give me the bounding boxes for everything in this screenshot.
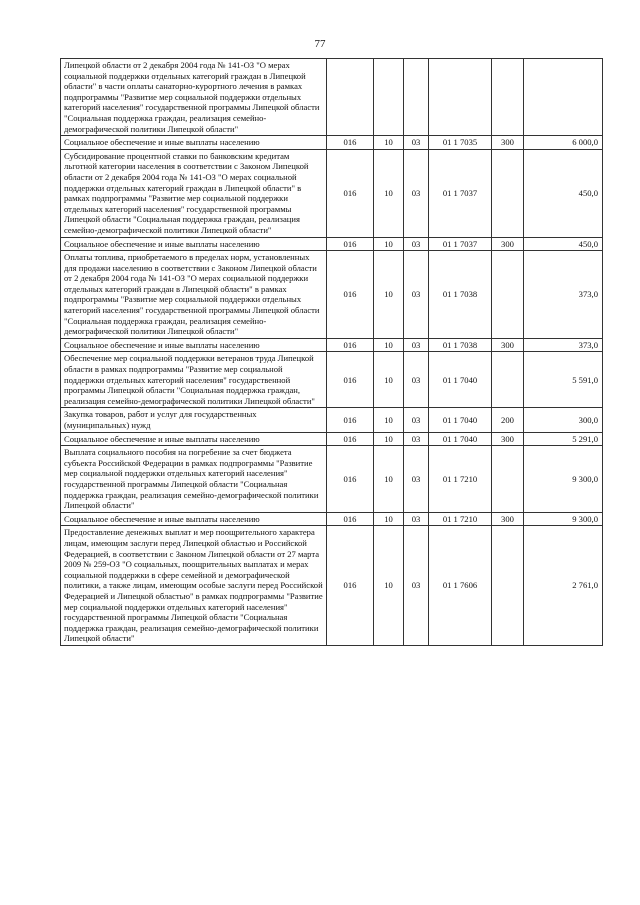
table-row — [61, 352, 603, 408]
row-subsection-code: 03 — [404, 408, 429, 432]
row-amount: 9 300,0 — [524, 512, 603, 526]
row-expense-type-code — [492, 526, 524, 646]
row-subsection-code: 03 — [404, 352, 429, 408]
row-ministry-code: 016 — [327, 352, 374, 408]
page-number: 77 — [314, 38, 326, 50]
row-description: Социальное обеспечение и иные выплаты населению — [61, 512, 327, 526]
row-expense-type-code: 300 — [492, 136, 524, 150]
row-expense-type-code — [492, 251, 524, 339]
row-ministry-code: 016 — [327, 432, 374, 446]
row-subsection-code — [404, 59, 429, 136]
row-expense-type-code — [492, 149, 524, 237]
row-target-item-code: 01 1 7040 — [429, 352, 492, 408]
row-section-code: 10 — [374, 446, 404, 513]
table-row — [61, 446, 603, 513]
table-row — [61, 251, 603, 339]
row-amount: 450,0 — [524, 149, 603, 237]
row-description: Социальное обеспечение и иные выплаты населению — [61, 432, 327, 446]
row-section-code: 10 — [374, 512, 404, 526]
row-subsection-code: 03 — [404, 446, 429, 513]
row-expense-type-code: 300 — [492, 237, 524, 251]
row-description: Субсидирование процентной ставки по банковским кредитам льготной категории населения в соответствии с Законом Липецкой области от 2 декабря 2004 года № 141-ОЗ "О мерах социальной поддержки отдельных категорий граждан в Липецкой области" в рамках подпрограммы "Развитие мер социальной поддержки отдельных категорий населения" государственной программы Липецкой области "Социальная поддержка граждан, реализация семейно-демографической политики Липецкой области" — [61, 149, 327, 237]
row-ministry-code — [327, 59, 374, 136]
row-subsection-code: 03 — [404, 526, 429, 646]
row-subsection-code: 03 — [404, 149, 429, 237]
row-target-item-code: 01 1 7040 — [429, 408, 492, 432]
row-description: Оплаты топлива, приобретаемого в пределах норм, установленных для продажи населению в соответствии с Законом Липецкой области от 2 декабря 2004 года № 141-ОЗ "О мерах социальной поддержки отдельных категорий граждан в Липецкой области" в рамках подпрограммы "Развитие мер социальной поддержки отдельных категорий населения" государственной программы Липецкой области "Социальная поддержка граждан, реализация семейно-демографической политики Липецкой области" — [61, 251, 327, 339]
table-row — [61, 526, 603, 646]
row-amount: 300,0 — [524, 408, 603, 432]
table-row — [61, 149, 603, 237]
row-ministry-code: 016 — [327, 512, 374, 526]
row-subsection-code: 03 — [404, 237, 429, 251]
row-subsection-code: 03 — [404, 338, 429, 352]
row-expense-type-code — [492, 446, 524, 513]
row-amount: 9 300,0 — [524, 446, 603, 513]
row-section-code: 10 — [374, 338, 404, 352]
row-amount: 5 591,0 — [524, 352, 603, 408]
row-ministry-code: 016 — [327, 237, 374, 251]
row-description: Выплата социального пособия на погребение за счет бюджета субъекта Российской Федерации в рамках подпрограммы "Развитие мер социальной поддержки отдельных категорий населения" государственной программы Липецкой области "Социальная поддержка граждан, реализация семейно-демографической политики Липецкой области" — [61, 446, 327, 513]
budget-table-body — [61, 59, 603, 646]
row-target-item-code: 01 1 7606 — [429, 526, 492, 646]
row-amount: 2 761,0 — [524, 526, 603, 646]
row-target-item-code: 01 1 7210 — [429, 512, 492, 526]
row-target-item-code: 01 1 7038 — [429, 338, 492, 352]
row-section-code: 10 — [374, 526, 404, 646]
row-target-item-code: 01 1 7040 — [429, 432, 492, 446]
row-target-item-code: 01 1 7038 — [429, 251, 492, 339]
row-ministry-code: 016 — [327, 136, 374, 150]
row-amount: 373,0 — [524, 251, 603, 339]
row-amount: 5 291,0 — [524, 432, 603, 446]
row-ministry-code: 016 — [327, 149, 374, 237]
row-description: Социальное обеспечение и иные выплаты населению — [61, 136, 327, 150]
row-description: Закупка товаров, работ и услуг для государственных (муниципальных) нужд — [61, 408, 327, 432]
row-target-item-code: 01 1 7035 — [429, 136, 492, 150]
row-description: Липецкой области от 2 декабря 2004 года № 141-ОЗ "О мерах социальной поддержки отдельных категорий граждан в Липецкой области" в части оплаты санаторно-курортного лечения в рамках подпрограммы "Развитие мер социальной поддержки отдельных категорий населения" государственной программы Липецкой области "Социальная поддержка граждан, реализация семейно-демографической политики Липецкой области" — [61, 59, 327, 136]
row-section-code: 10 — [374, 408, 404, 432]
row-ministry-code: 016 — [327, 408, 374, 432]
table-row — [61, 338, 603, 352]
row-ministry-code: 016 — [327, 338, 374, 352]
budget-table — [60, 58, 603, 646]
table-row — [61, 512, 603, 526]
row-target-item-code — [429, 59, 492, 136]
row-subsection-code: 03 — [404, 512, 429, 526]
row-amount — [524, 59, 603, 136]
table-row — [61, 432, 603, 446]
row-ministry-code: 016 — [327, 446, 374, 513]
table-row — [61, 136, 603, 150]
row-description: Предоставление денежных выплат и мер поощрительного характера лицам, имеющим заслуги перед Липецкой областью и Российской Федерацией, в соответствии с Законом Липецкой области от 27 марта 2009 № 259-ОЗ "О социальных, поощрительных выплатах и мерах социальной поддержки в сфере семейной и демографической политики, а также лицам, имеющим особые заслуги перед Российской Федерацией и Липецкой областью" в рамках подпрограммы "Развитие мер социальной поддержки отдельных категорий населения" государственной программы Липецкой области "Социальная поддержка граждан, реализация семейно-демографической политики Липецкой области" — [61, 526, 327, 646]
row-target-item-code: 01 1 7037 — [429, 149, 492, 237]
row-section-code: 10 — [374, 136, 404, 150]
row-expense-type-code: 200 — [492, 408, 524, 432]
row-section-code — [374, 59, 404, 136]
row-section-code: 10 — [374, 251, 404, 339]
row-amount: 450,0 — [524, 237, 603, 251]
row-target-item-code: 01 1 7210 — [429, 446, 492, 513]
row-expense-type-code: 300 — [492, 338, 524, 352]
row-amount: 373,0 — [524, 338, 603, 352]
row-section-code: 10 — [374, 432, 404, 446]
row-section-code: 10 — [374, 237, 404, 251]
row-ministry-code: 016 — [327, 251, 374, 339]
row-amount: 6 000,0 — [524, 136, 603, 150]
row-subsection-code: 03 — [404, 251, 429, 339]
table-row — [61, 237, 603, 251]
row-expense-type-code — [492, 352, 524, 408]
row-section-code: 10 — [374, 352, 404, 408]
row-description: Социальное обеспечение и иные выплаты населению — [61, 338, 327, 352]
row-ministry-code: 016 — [327, 526, 374, 646]
row-expense-type-code: 300 — [492, 512, 524, 526]
row-description: Социальное обеспечение и иные выплаты населению — [61, 237, 327, 251]
row-section-code: 10 — [374, 149, 404, 237]
table-row — [61, 59, 603, 136]
row-subsection-code: 03 — [404, 136, 429, 150]
row-expense-type-code: 300 — [492, 432, 524, 446]
row-description: Обеспечение мер социальной поддержки ветеранов труда Липецкой области в рамках подпрограммы "Развитие мер социальной поддержки отдельных категорий населения" государственной программы Липецкой области "Социальная поддержка граждан, реализация семейно-демографической политики Липецкой области" — [61, 352, 327, 408]
row-subsection-code: 03 — [404, 432, 429, 446]
row-expense-type-code — [492, 59, 524, 136]
row-target-item-code: 01 1 7037 — [429, 237, 492, 251]
table-row — [61, 408, 603, 432]
